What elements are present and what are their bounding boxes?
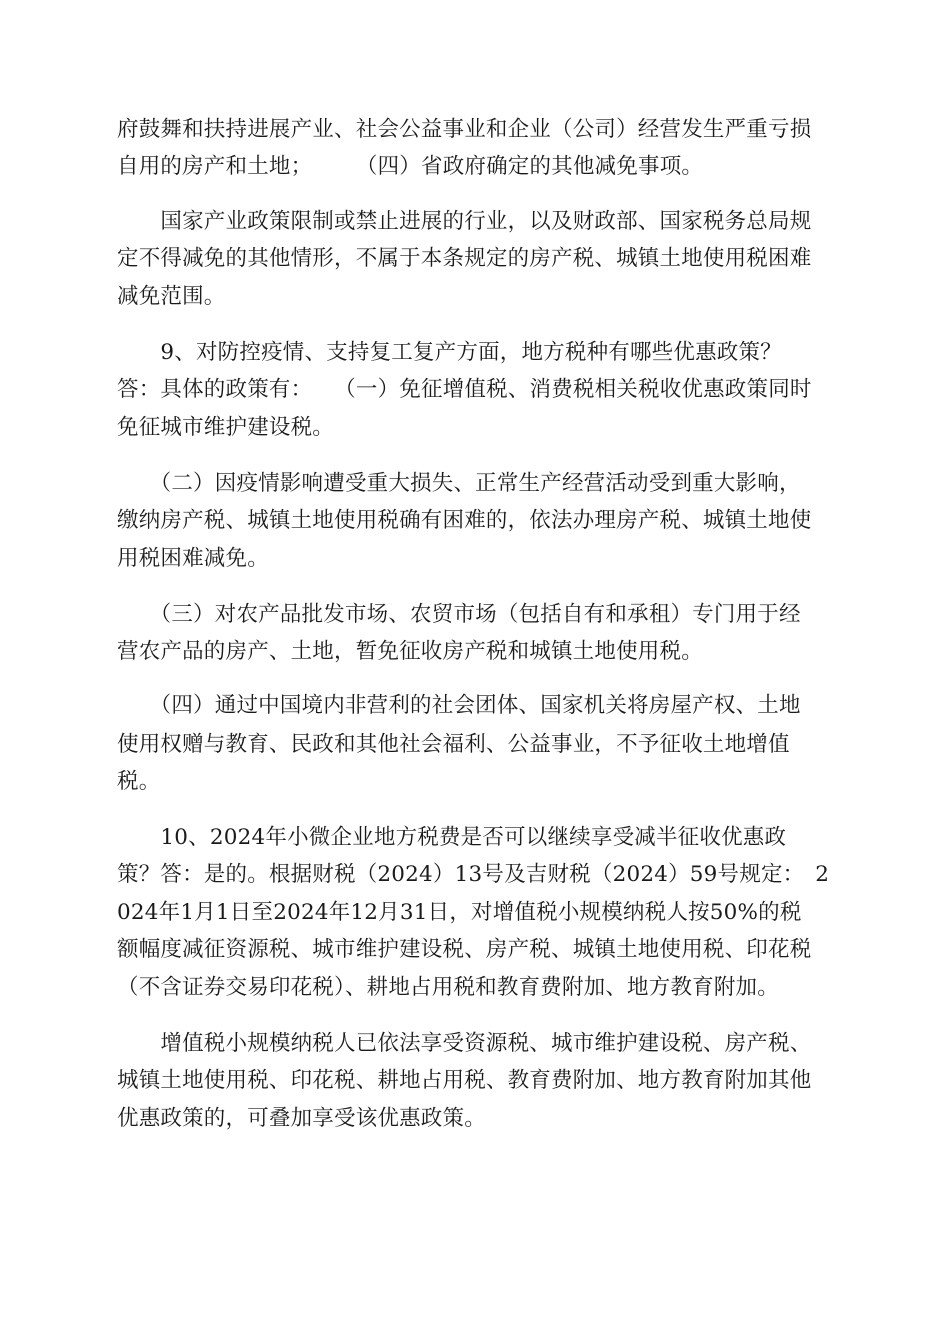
text-line: （二）因疫情影响遭受重大损失、正常生产经营活动受到重大影响， — [117, 471, 801, 496]
text-line: （三）对农产品批发市场、农贸市场（包括自有和承租）专门用于经 — [117, 602, 801, 627]
text-line: 缴纳房产税、城镇土地使用税确有困难的，依法办理房产税、城镇土地使 — [117, 508, 812, 533]
text-line: 税。 — [117, 769, 161, 794]
question-heading: 10、2024年小微企业地方税费是否可以继续享受减半征收优惠政 — [117, 825, 787, 850]
text-line: （四）通过中国境内非营利的社会团体、国家机关将房屋产权、土地 — [117, 693, 801, 718]
text-line: 国家产业政策限制或禁止进展的行业，以及财政部、国家税务总局规 — [117, 209, 812, 234]
text-line: 免征城市维护建设税。 — [117, 415, 335, 440]
question-heading: 9、对防控疫情、支持复工复产方面，地方税种有哪些优惠政策？ — [117, 340, 782, 365]
text-line: 自用的房产和土地； （四）省政府确定的其他减免事项。 — [117, 154, 704, 179]
text-line: 城镇土地使用税、印花税、耕地占用税、教育费附加、地方教育附加其他 — [117, 1068, 812, 1093]
text-line: 额幅度减征资源税、城市维护建设税、房产税、城镇土地使用税、印花税 — [117, 937, 812, 962]
text-line: 策？答：是的。根据财税（2024）13号及吉财税（2024）59号规定： 2 — [117, 862, 830, 887]
text-line: 使用权赠与教育、民政和其他社会福利、公益事业，不予征收土地增值 — [117, 732, 790, 757]
text-line: 减免范围。 — [117, 284, 226, 309]
text-line: 答：具体的政策有： （一）免征增值税、消费税相关税收优惠政策同时 — [117, 377, 812, 402]
text-line: 府鼓舞和扶持进展产业、社会公益事业和企业（公司）经营发生严重亏损 — [117, 117, 812, 142]
text-line: 024年1月1日至2024年12月31日，对增值税小规模纳税人按50%的税 — [117, 900, 802, 925]
text-line: 营农产品的房产、土地，暂免征收房产税和城镇土地使用税。 — [117, 639, 703, 664]
text-line: 定不得减免的其他情形，不属于本条规定的房产税、城镇土地使用税困难 — [117, 246, 812, 271]
text-line: 用税困难减免。 — [117, 546, 269, 571]
text-line: （不含证券交易印花税）、耕地占用税和教育费附加、地方教育附加。 — [117, 975, 779, 1000]
text-line: 优惠政策的，可叠加享受该优惠政策。 — [117, 1106, 486, 1131]
text-line: 增值税小规模纳税人已依法享受资源税、城市维护建设税、房产税、 — [117, 1031, 812, 1056]
